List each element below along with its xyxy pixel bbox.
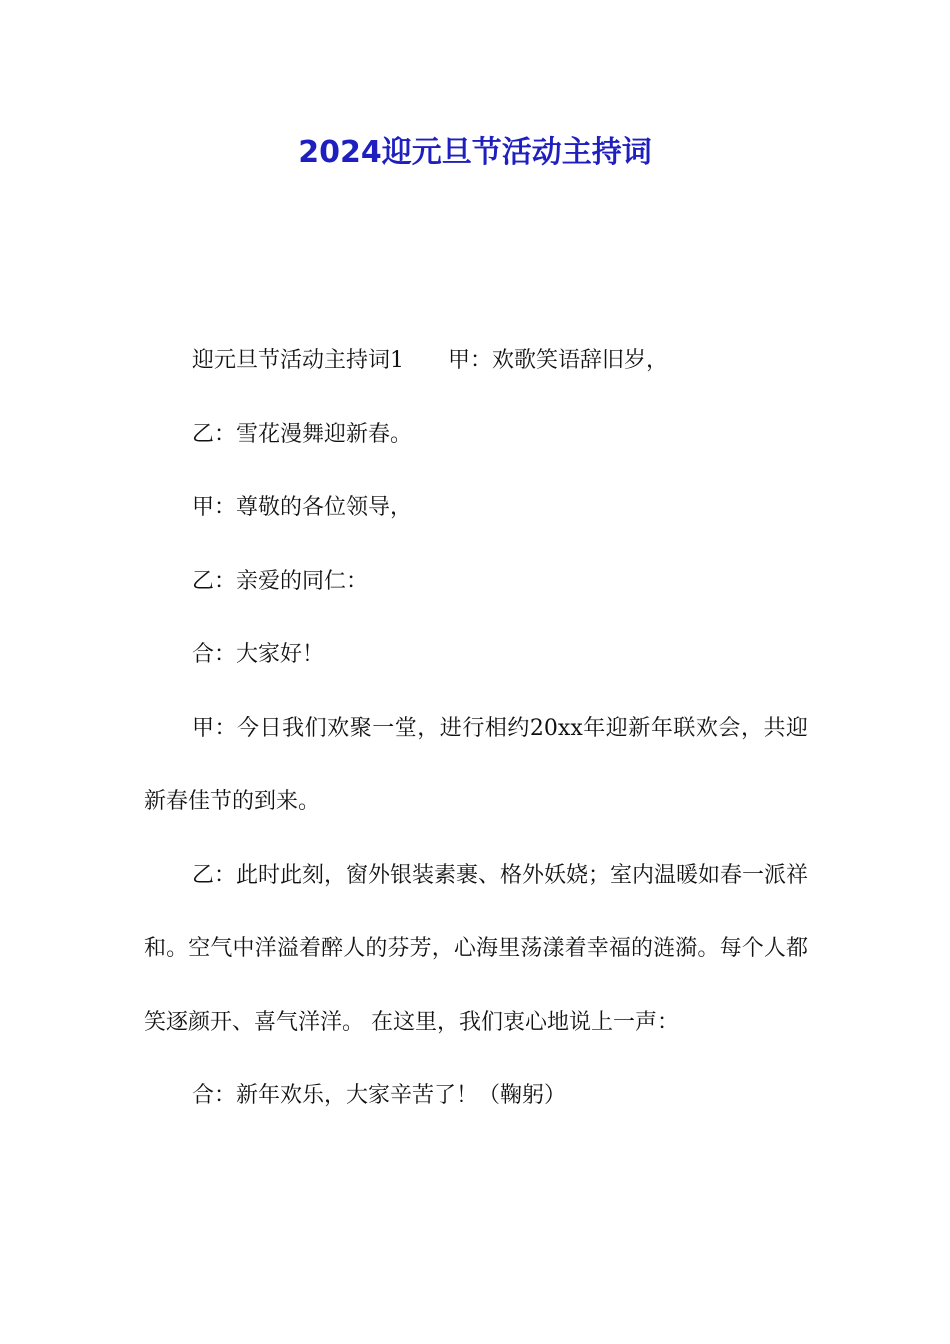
paragraph-intro: 迎元旦节活动主持词1 甲：欢歌笑语辞旧岁， [192, 348, 668, 373]
paragraph-yi-1: 乙：雪花漫舞迎新春。 [192, 421, 413, 447]
document-title: 2024迎元旦节活动主持词 [298, 135, 652, 170]
paragraph-he-1: 合：大家好！ [192, 642, 325, 667]
paragraph-jia-1: 甲：尊敬的各位领导， [192, 495, 413, 520]
paragraph-yi-2: 乙：亲爱的同仁： [192, 568, 369, 594]
paragraph-he-2: 合：新年欢乐，大家辛苦了！（鞠躬） [192, 1083, 567, 1108]
paragraph-yi-3: 乙：此时此刻，窗外银装素裹、格外妖娆；室内温暖如春一派祥和。空气中洋溢着醉人的芬芳，心海里荡漾着幸福的涟漪。每个人都笑逐颜开、喜气洋洋。 在这里，我们衷心地说上一声： [144, 862, 809, 1035]
paragraph-jia-2: 甲：今日我们欢聚一堂，进行相约20xx年迎新年联欢会，共迎新春佳节的到来。 [144, 715, 808, 814]
document-body [144, 324, 808, 1133]
